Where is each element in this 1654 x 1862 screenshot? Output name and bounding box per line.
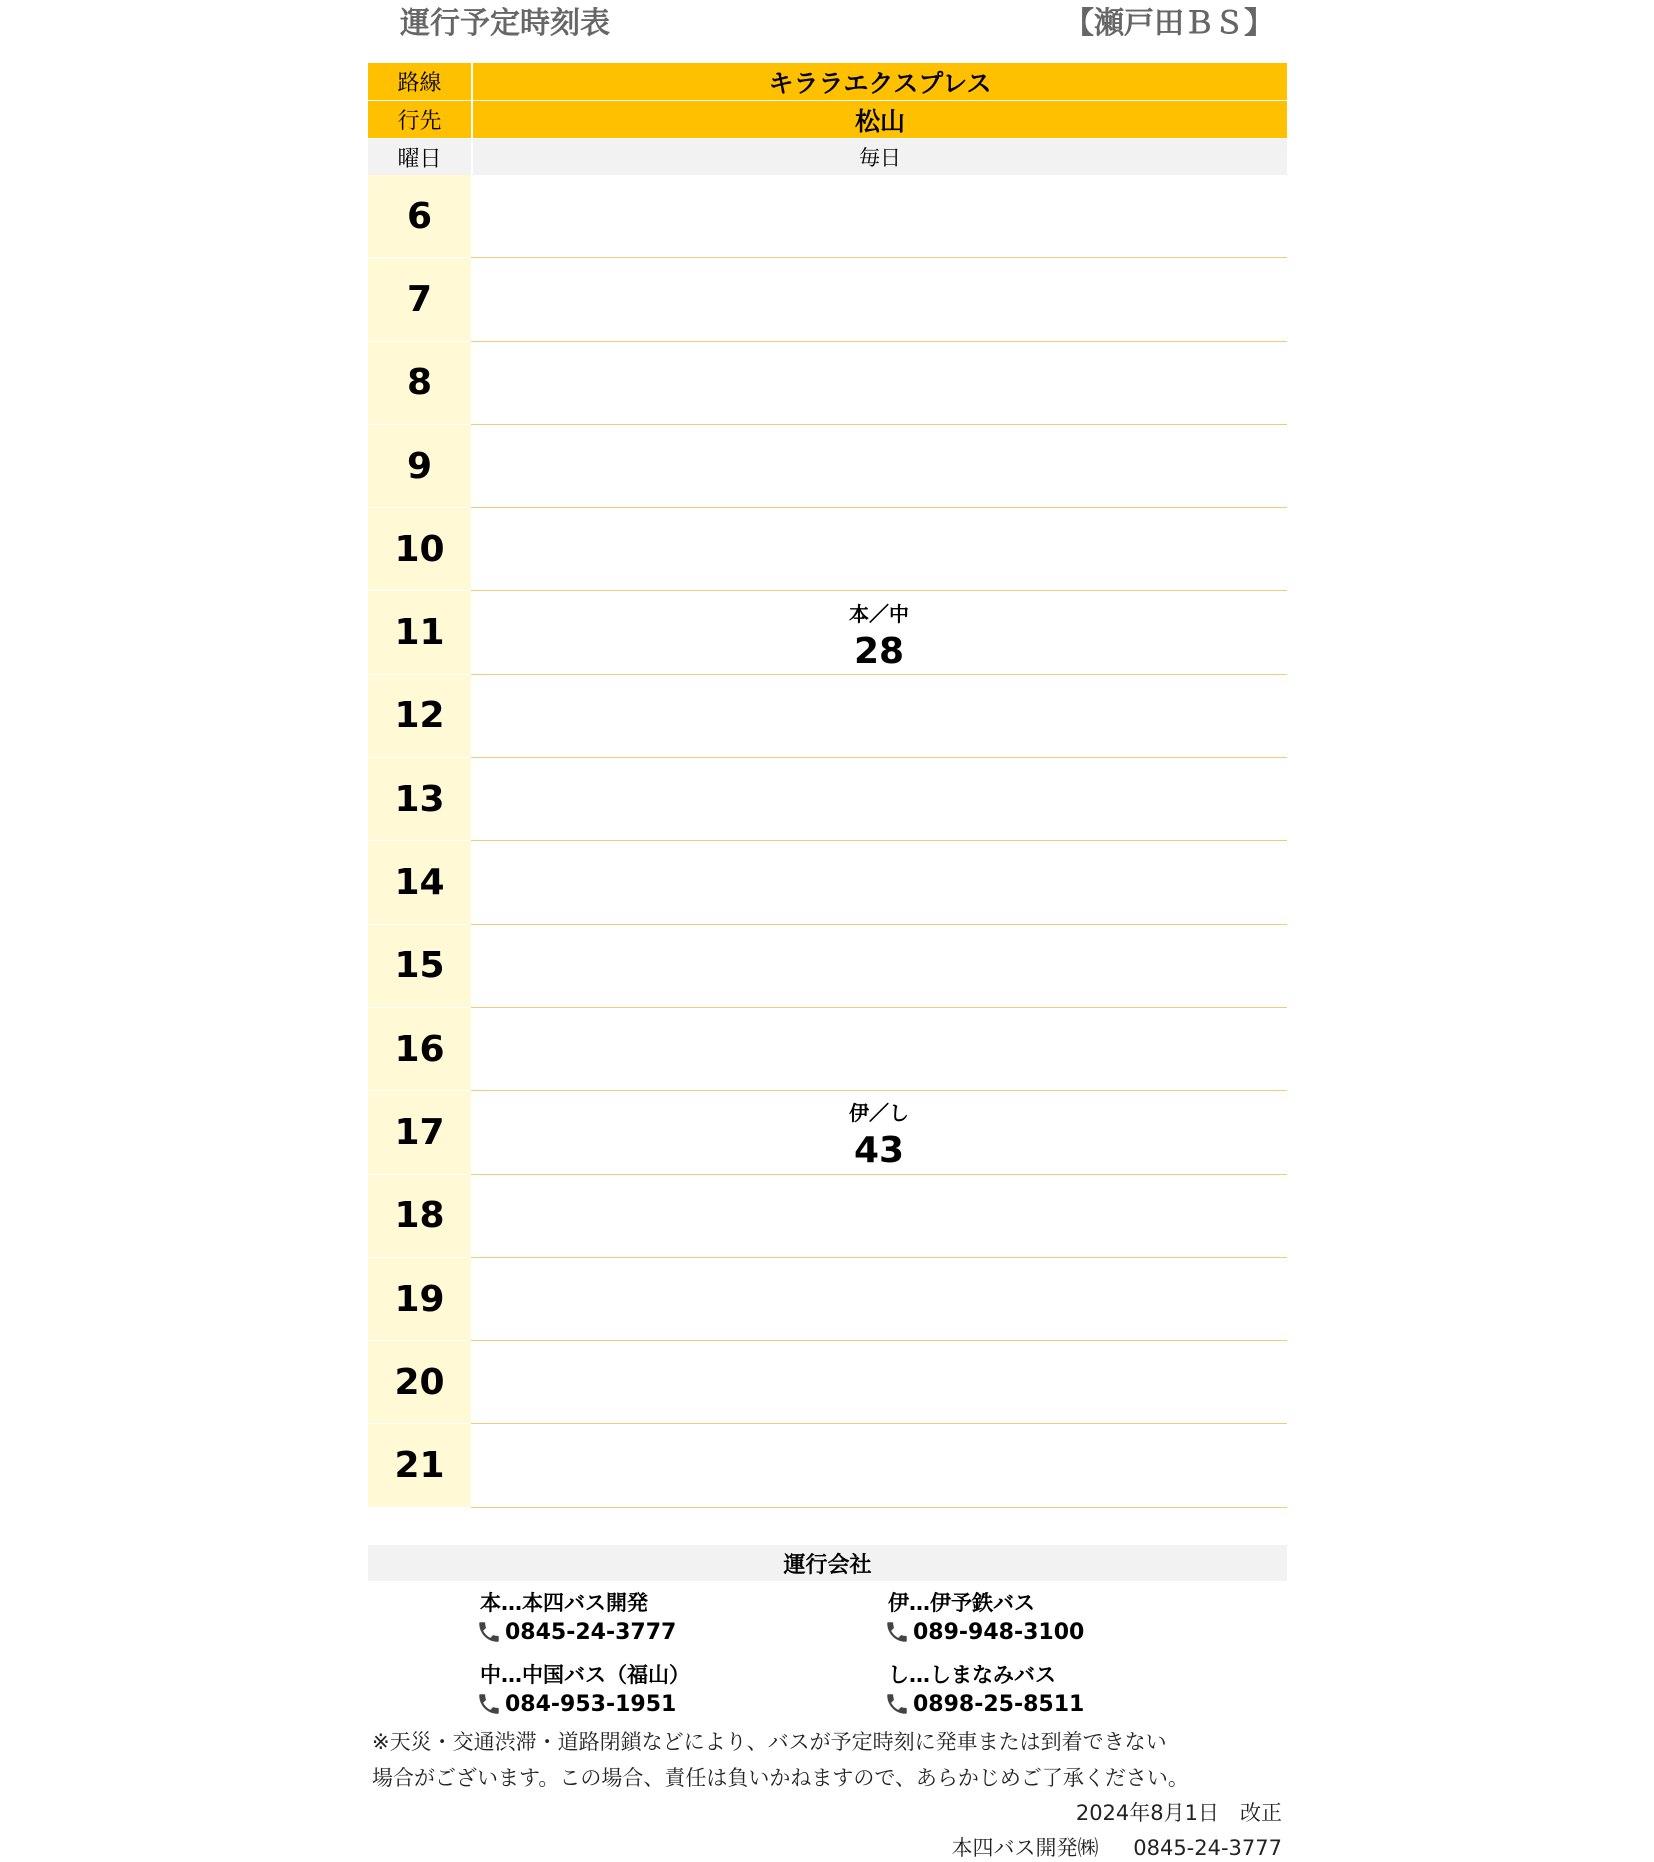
notice-line: ※天災・交通渋滞・道路閉鎖などにより、バスが予定時刻に発車または到着できない xyxy=(372,1730,1167,1754)
hour-label: 9 xyxy=(368,425,471,508)
destination-row xyxy=(368,101,1287,138)
hour-label: 6 xyxy=(368,175,471,258)
phone-icon xyxy=(884,1691,910,1717)
footer-phone[interactable]: 0845-24-3777 xyxy=(1133,1836,1282,1860)
revision-date: 2024年8月1日 改正 xyxy=(1075,1801,1282,1825)
operator-chugoku xyxy=(480,1659,690,1689)
timetable xyxy=(368,63,1287,1508)
hour-label: 20 xyxy=(368,1341,471,1424)
route-value: キララエクスプレス xyxy=(471,63,1287,100)
hour-row xyxy=(368,1091,1287,1174)
operators-list xyxy=(368,1581,1287,1731)
hour-label: 12 xyxy=(368,675,471,758)
hour-row xyxy=(368,1424,1287,1507)
hour-row xyxy=(368,175,1287,258)
minutes-cell xyxy=(471,258,1287,341)
operator-name: し…しまなみバス xyxy=(888,1663,1056,1687)
minutes-cell xyxy=(471,342,1287,425)
hour-label: 8 xyxy=(368,342,471,425)
hour-row xyxy=(368,342,1287,425)
departure-minute[interactable]: 43 xyxy=(853,1130,905,1172)
minutes-cell xyxy=(471,841,1287,924)
day-row xyxy=(368,139,1287,175)
operator-honshi xyxy=(480,1587,648,1617)
operator-shimanami-phone xyxy=(884,1691,1084,1717)
minutes-cell xyxy=(471,175,1287,258)
hour-row xyxy=(368,508,1287,591)
hour-row xyxy=(368,841,1287,924)
hour-row xyxy=(368,758,1287,841)
route-row xyxy=(368,63,1287,100)
hour-row xyxy=(368,591,1287,674)
minutes-cell xyxy=(471,591,1287,674)
operator-name: 伊…伊予鉄バス xyxy=(888,1591,1035,1615)
minutes-cell xyxy=(471,425,1287,508)
operators-title: 運行会社 xyxy=(368,1545,1287,1581)
phone-number[interactable]: 0845-24-3777 xyxy=(476,1619,676,1645)
hour-label: 19 xyxy=(368,1258,471,1341)
minutes-cell xyxy=(471,1091,1287,1174)
hour-label: 21 xyxy=(368,1424,471,1507)
minutes-cell xyxy=(471,1341,1287,1424)
minutes-cell xyxy=(471,925,1287,1008)
departure-operator: 本／中 xyxy=(849,601,909,626)
operator-iyotetsu xyxy=(888,1587,1035,1617)
hour-label: 17 xyxy=(368,1091,471,1174)
hour-label: 7 xyxy=(368,258,471,341)
minutes-cell xyxy=(471,1175,1287,1258)
hour-label: 18 xyxy=(368,1175,471,1258)
hour-row xyxy=(368,1008,1287,1091)
phone-number[interactable]: 0898-25-8511 xyxy=(884,1691,1084,1717)
hour-row xyxy=(368,675,1287,758)
operator-name: 中…中国バス（福山） xyxy=(480,1663,690,1687)
minutes-cell xyxy=(471,675,1287,758)
departure-operator: 伊／し xyxy=(849,1101,909,1126)
hour-label: 15 xyxy=(368,925,471,1008)
destination-value: 松山 xyxy=(471,101,1287,138)
hour-row xyxy=(368,925,1287,1008)
destination-label: 行先 xyxy=(397,109,442,134)
operator-honshi-phone xyxy=(476,1619,676,1645)
notice xyxy=(372,1724,1189,1796)
hour-row xyxy=(368,1258,1287,1341)
notice-line: 場合がございます。この場合、責任は負いかねますので、あらかじめご了承ください。 xyxy=(372,1766,1189,1790)
phone-icon xyxy=(476,1691,502,1717)
hour-rows xyxy=(368,175,1287,1508)
footer-company: 本四バス開発㈱ xyxy=(951,1836,1099,1860)
minutes-cell xyxy=(471,1008,1287,1091)
day-value: 毎日 xyxy=(471,139,1287,175)
operator-name: 本…本四バス開発 xyxy=(480,1591,648,1615)
hour-row xyxy=(368,258,1287,341)
hour-row xyxy=(368,1341,1287,1424)
phone-icon xyxy=(884,1619,910,1645)
page-title: 運行予定時刻表 xyxy=(400,6,610,41)
minutes-cell xyxy=(471,508,1287,591)
minutes-cell xyxy=(471,1258,1287,1341)
hour-row xyxy=(368,425,1287,508)
hour-label: 16 xyxy=(368,1008,471,1091)
hour-label: 11 xyxy=(368,591,471,674)
operator-iyotetsu-phone xyxy=(884,1619,1084,1645)
hour-row xyxy=(368,1175,1287,1258)
day-label: 曜日 xyxy=(397,146,442,172)
route-label: 路線 xyxy=(397,71,442,96)
hour-label: 14 xyxy=(368,841,471,924)
hour-label: 13 xyxy=(368,758,471,841)
departure-minute[interactable]: 28 xyxy=(853,630,905,672)
operator-chugoku-phone xyxy=(476,1691,676,1717)
phone-number[interactable]: 084-953-1951 xyxy=(476,1691,676,1717)
phone-icon xyxy=(476,1619,502,1645)
operator-shimanami xyxy=(888,1659,1056,1689)
stop-name: 【瀬戸田ＢＳ】 xyxy=(1064,6,1274,41)
hour-label: 10 xyxy=(368,508,471,591)
minutes-cell xyxy=(471,758,1287,841)
minutes-cell xyxy=(471,1424,1287,1507)
footer-contact xyxy=(952,1832,1282,1862)
operators-section xyxy=(368,1545,1287,1731)
phone-number[interactable]: 089-948-3100 xyxy=(884,1619,1084,1645)
